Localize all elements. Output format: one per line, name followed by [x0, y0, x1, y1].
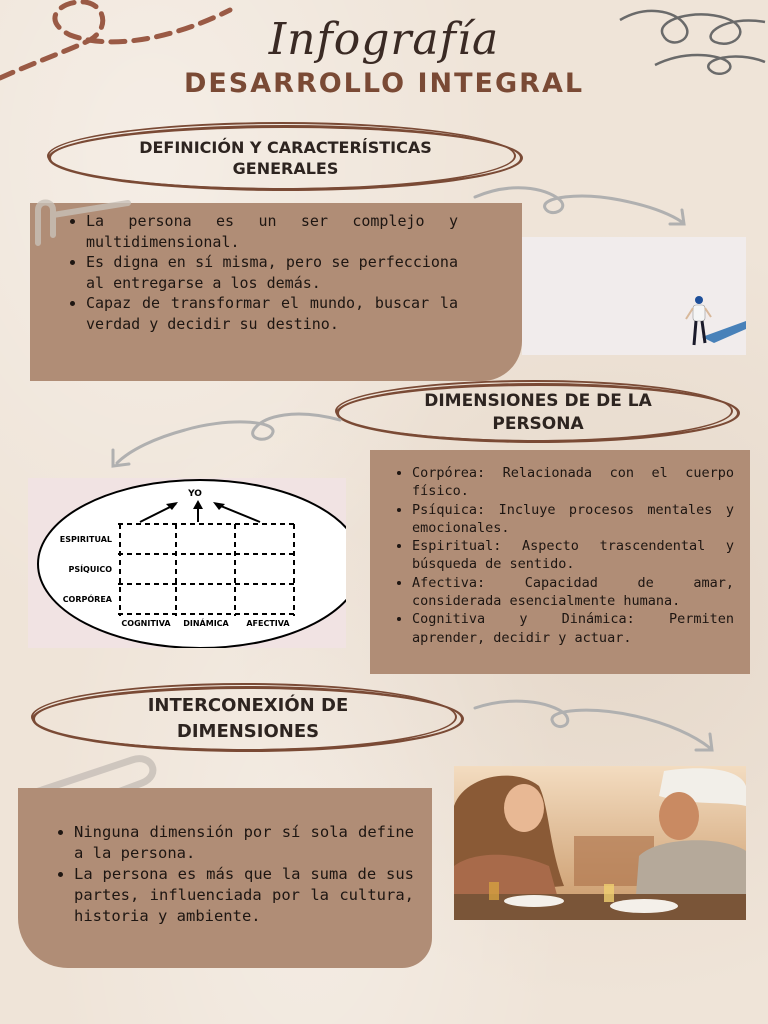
diagram-col-label: DINÁMICA [183, 619, 229, 628]
diagram-col-label: COGNITIVA [121, 619, 171, 628]
section2-panel [370, 450, 750, 674]
list-item: • Ninguna dimensión por sí sola define a la persona. [74, 822, 414, 864]
section3-list [52, 822, 414, 927]
list-item: • Psíquica: Incluye procesos mentales y emocionales. [412, 501, 734, 538]
paperclip-icon [28, 195, 148, 250]
list-item: • Afectiva: Capacidad de amar, considerada esencialmente humana. [412, 574, 734, 611]
diagram-row-label: CORPÓREA [62, 595, 112, 604]
list-item: • Capaz de transformar el mundo, buscar la verdad y decidir su destino. [86, 293, 458, 334]
diagram-col-label: AFECTIVA [246, 619, 290, 628]
section3-heading: INTERCONEXIÓN DE DIMENSIONES [147, 695, 349, 742]
arrow-icon [95, 408, 345, 468]
list-item: • La persona es más que la suma de sus partes, influenciada por la cultura, historia y ambiente. [74, 864, 414, 927]
section1-heading-oval [48, 125, 523, 191]
list-item: • La persona es un ser complejo y multidimensional. [86, 211, 458, 252]
list-item: • Cognitiva y Dinámica: Permiten aprender, decidir y actuar. [412, 610, 734, 647]
infographic-script-title: Infografía [268, 14, 500, 65]
list-item: • Es digna en sí misma, pero se perfecciona al entregarse a los demás. [86, 252, 458, 293]
section2-heading: DIMENSIONES DE DE LA PERSONA [424, 391, 652, 434]
section3-heading-oval [32, 686, 464, 752]
diagram-label-top: YO [188, 489, 202, 499]
section2-list [390, 464, 734, 647]
diagram-row-label: ESPIRITUAL [59, 535, 112, 544]
walking-person-photo [522, 237, 746, 355]
diagram-row-label: PSÍQUICO [68, 565, 112, 574]
section3-panel [18, 788, 432, 968]
section1-heading: DEFINICIÓN Y CARACTERÍSTICAS GENERALES [139, 138, 432, 178]
section2-heading-oval [336, 383, 740, 443]
two-women-dining-photo [454, 766, 746, 920]
list-item: • Corpórea: Relacionada con el cuerpo físico. [412, 464, 734, 501]
list-item: • Espiritual: Aspecto trascendental y búsqueda de sentido. [412, 537, 734, 574]
dimensions-diagram [28, 478, 346, 648]
arrow-icon [470, 696, 730, 760]
infographic-main-title: DESARROLLO INTEGRAL [183, 68, 585, 99]
